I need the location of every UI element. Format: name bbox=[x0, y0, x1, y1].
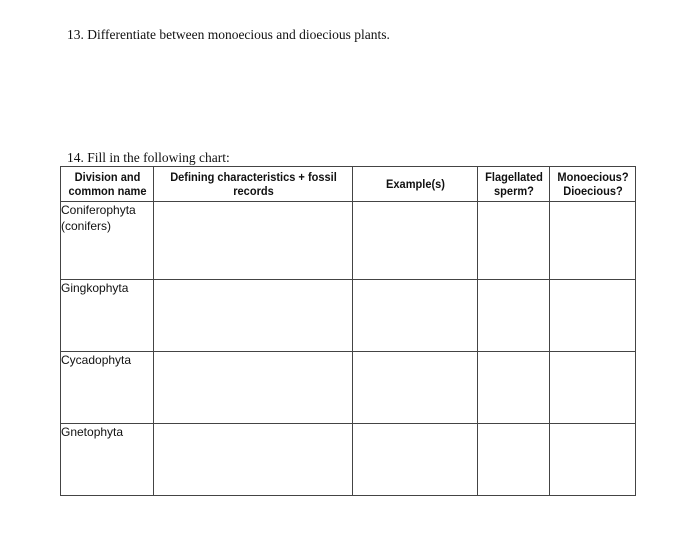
flagellated-sperm-cell bbox=[478, 352, 550, 424]
characteristics-cell bbox=[154, 424, 353, 496]
monoecious-dioecious-cell bbox=[550, 424, 636, 496]
table-row bbox=[61, 424, 636, 496]
monoecious-dioecious-cell bbox=[550, 280, 636, 352]
flagellated-sperm-cell bbox=[478, 202, 550, 280]
division-name-cell: Cycadophyta bbox=[61, 352, 154, 424]
flagellated-sperm-cell bbox=[478, 280, 550, 352]
header-row bbox=[61, 167, 636, 202]
examples-cell bbox=[353, 424, 478, 496]
header-monoecious-dioecious: Monoecious? Dioecious? bbox=[553, 167, 632, 202]
examples-cell bbox=[353, 280, 478, 352]
examples-cell bbox=[353, 202, 478, 280]
header-flagellated-sperm: Flagellated sperm? bbox=[480, 167, 546, 202]
header-division: Division and common name bbox=[64, 167, 150, 202]
examples-cell bbox=[353, 352, 478, 424]
header-characteristics: Defining characteristics + fossil records bbox=[161, 167, 344, 202]
table-row bbox=[61, 352, 636, 424]
division-name-cell: Gingkophyta bbox=[61, 280, 154, 352]
question-13: 13. Differentiate between monoecious and dioecious plants. bbox=[67, 27, 390, 42]
header-examples: Example(s) bbox=[358, 167, 473, 202]
monoecious-dioecious-cell bbox=[550, 352, 636, 424]
fill-in-chart bbox=[60, 166, 636, 496]
division-name-cell: Gnetophyta bbox=[61, 424, 154, 496]
characteristics-cell bbox=[154, 202, 353, 280]
flagellated-sperm-cell bbox=[478, 424, 550, 496]
characteristics-cell bbox=[154, 352, 353, 424]
characteristics-cell bbox=[154, 280, 353, 352]
table-row bbox=[61, 280, 636, 352]
division-name-cell: Coniferophyta (conifers) bbox=[61, 202, 154, 280]
monoecious-dioecious-cell bbox=[550, 202, 636, 280]
question-14: 14. Fill in the following chart: bbox=[67, 150, 230, 165]
table-row bbox=[61, 202, 636, 280]
